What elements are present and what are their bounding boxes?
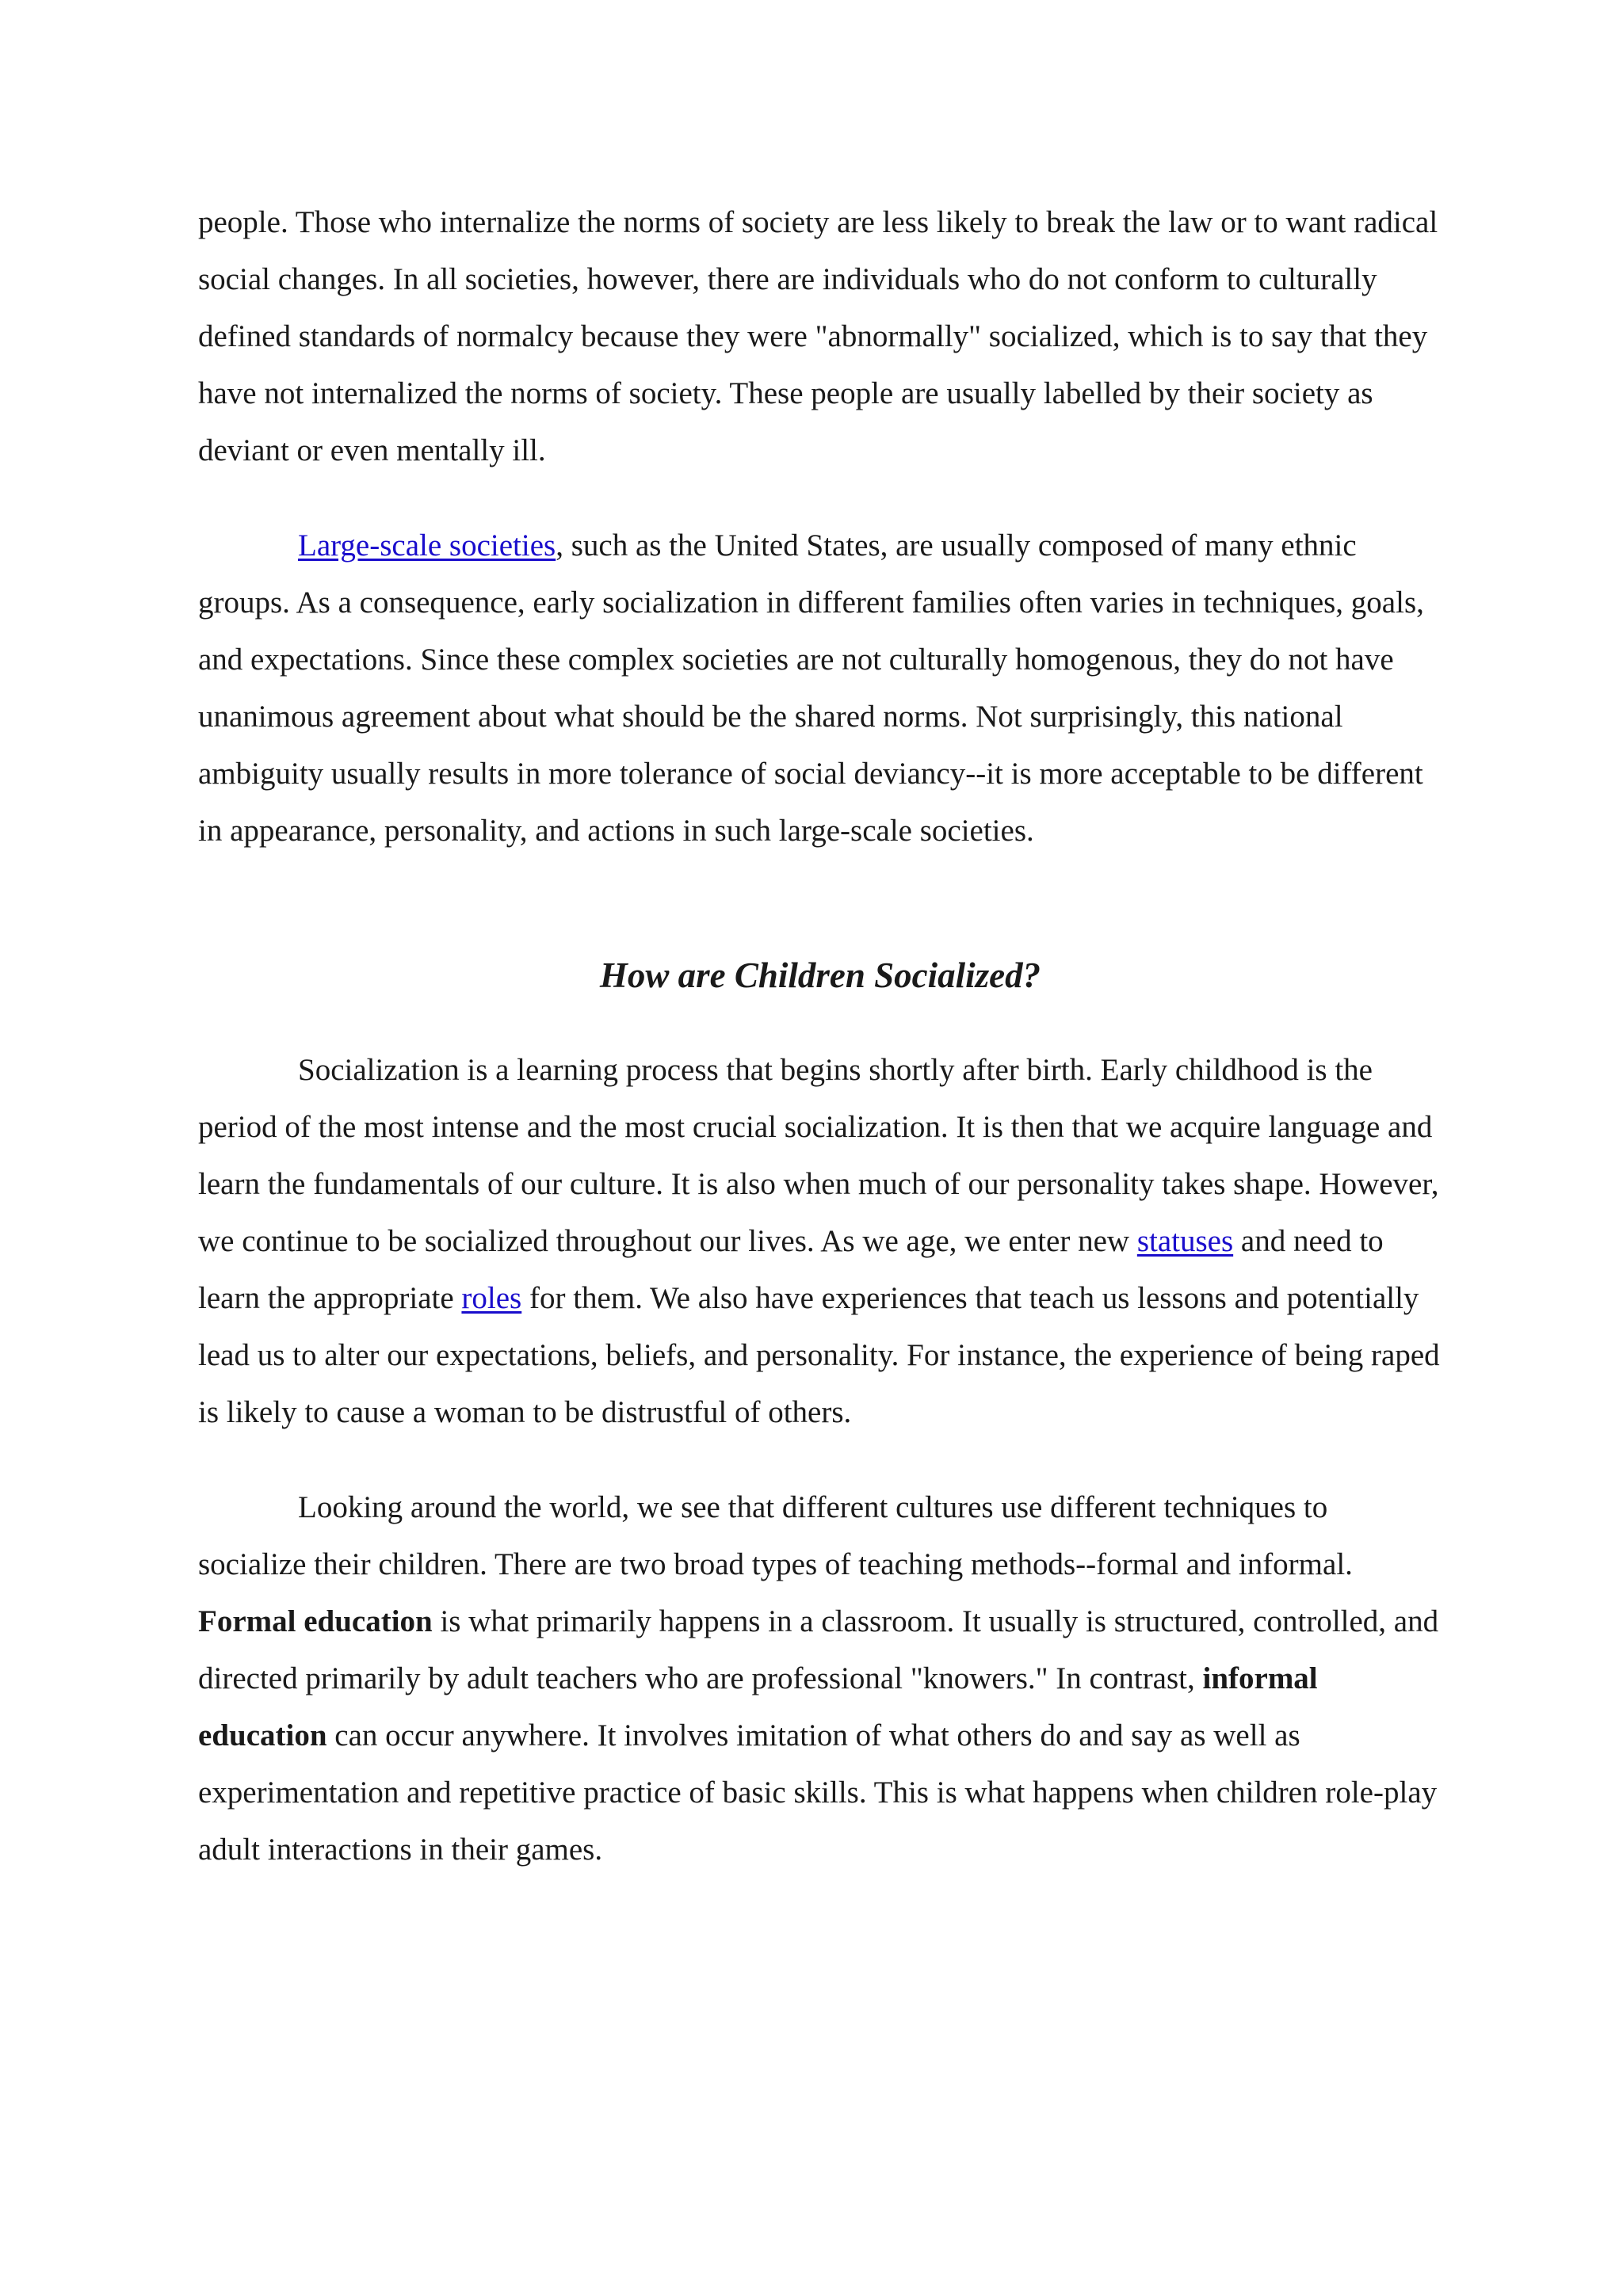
- paragraph-norms-text: people. Those who internalize the norms of society are less likely to break the law or to want radical social changes. In all societies, however, there are individuals who do not conform to culturally defined standards of normalcy because they were "abnormally" socialized, which is to say that they have not internalized the norms of society. These people are usually labelled by their society as deviant or even mentally ill.: [198, 205, 1438, 467]
- document-page: [198, 194, 1442, 1917]
- paragraph-socialization-text-b: and need to learn the appropriate: [198, 1224, 1384, 1315]
- link-roles[interactable]: roles: [461, 1281, 522, 1315]
- paragraph-teaching-methods: [198, 1479, 1442, 1878]
- term-formal-education: Formal education: [198, 1604, 433, 1638]
- paragraph-socialization-text-c: for them. We also have experiences that teach us lessons and potentially lead us to alter our expectations, beliefs, and personality. For instance, the experience of being raped is likely to cause a woman to be distrustful of others.: [198, 1281, 1440, 1429]
- paragraph-socialization: [198, 1042, 1442, 1441]
- term-informal-education: informal education: [198, 1661, 1318, 1753]
- paragraph-large-scale-societies: [198, 517, 1442, 860]
- paragraph-teaching-text-a: Looking around the world, we see that different cultures use different techniques to socialize their children. There are two broad types of teaching methods--formal and informal.: [198, 1490, 1353, 1581]
- paragraph-socialization-text-a: Socialization is a learning process that begins shortly after birth. Early childhood is the period of the most intense and the most crucial socialization. It is then that we acquire language and learn the fundamentals of our culture. It is also when much of our personality takes shape. However, we continue to be socialized throughout our lives. As we age, we enter new: [198, 1053, 1439, 1258]
- paragraph-teaching-text-c: can occur anywhere. It involves imitation of what others do and say as well as experimentation and repetitive practice of basic skills. This is what happens when children role-play adult interactions in their games.: [198, 1718, 1438, 1867]
- paragraph-teaching-text-b: is what primarily happens in a classroom. It usually is structured, controlled, and directed primarily by adult teachers who are professional "knowers." In contrast,: [198, 1604, 1439, 1695]
- section-heading: How are Children Socialized?: [599, 955, 1041, 995]
- paragraph-norms: [198, 194, 1442, 479]
- link-large-scale-societies[interactable]: Large-scale societies: [298, 528, 556, 563]
- paragraph-large-scale-text: , such as the United States, are usually composed of many ethnic groups. As a consequence, early socialization in different families often varies in techniques, goals, and expectations. Since these complex societies are not culturally homogenous, they do not have unanimous agreement about what should be the shared norms. Not surprisingly, this national ambiguity usually results in more tolerance of social deviancy--it is more acceptable to be different in appearance, personality, and actions in such large-scale societies.: [198, 528, 1424, 848]
- link-statuses[interactable]: statuses: [1136, 1224, 1234, 1258]
